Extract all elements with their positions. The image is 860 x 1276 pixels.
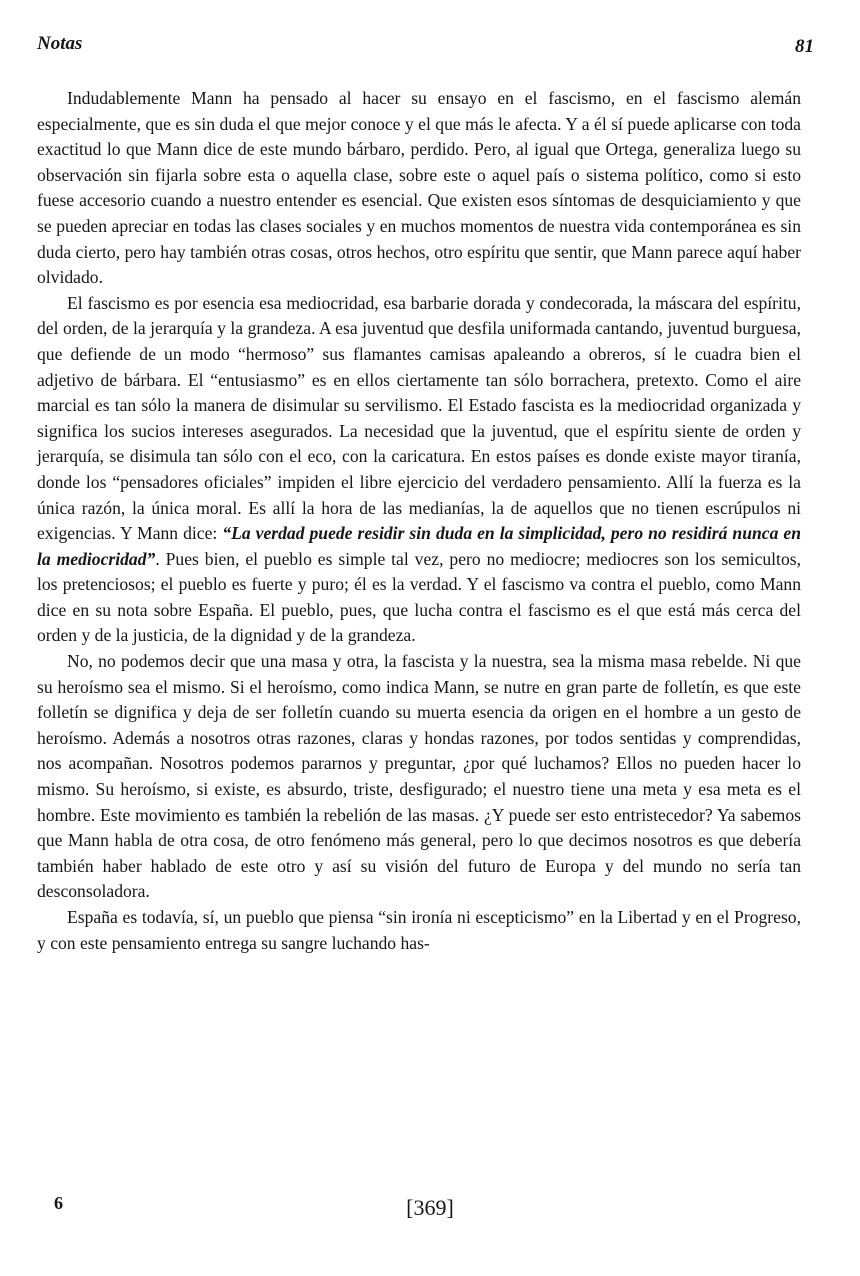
body-text (37, 86, 801, 956)
paragraph-2-text-before-quote: El fascismo es por esencia esa mediocridad, esa barbarie dorada y condecorada, la máscara del espíritu, del orden, de la jerarquía y la grandeza. A esa juventud que desfila uniformada cantando, juventud burguesa, que defiende de un modo “hermoso” sus flamantes camisas apaleando a obreros, sí le cuadra bien el adjetivo de bárbara. El “entusiasmo” es en ellos ciertamente tan sólo borrachera, pretexto. Como el aire marcial es tan sólo la manera de disimular su servilismo. El Estado fascista es la mediocridad organizada y significa los sucios intereses asegurados. La necesidad que la juventud, que el espíritu siente de orden y jerarquía, se disimula tan sólo con el eco, con la caricatura. En estos países es donde existe mayor tiranía, donde los “pensadores oficiales” impiden el libre ejercicio del verdadero pensamiento. Allí la fuerza es la única razón, la única moral. Es allí la hora de las medianías, la de aquellos que no tienen escrúpulos ni exigencias. Y Mann dice: (37, 292, 801, 544)
paragraph-2 (37, 291, 801, 649)
mann-quote: “La verdad puede residir sin duda en la simplicidad, pero no residirá nunca en la mediocridad” (37, 523, 801, 569)
paragraph-3: No, no podemos decir que una masa y otra, la fascista y la nuestra, sea la misma masa rebelde. Ni que su heroísmo sea el mismo. Si el heroísmo, como indica Mann, se nutre en gran parte de folletín, es que este folletín se dignifica y deja de ser folletín cuando su muerta esencia da origen en el hombre a un gesto de heroísmo. Además a nosotros otras razones, claras y hondas razones, por todos sentidas y comprendidas, nos acompañan. Nosotros podemos pararnos y preguntar, ¿por qué luchamos? Ellos no pueden hacer lo mismo. Su heroísmo, si existe, es absurdo, triste, desfigurado; el nuestro tiene una meta y esa meta es el hombre. Este movimiento es también la rebelión de las masas. ¿Y puede ser esto entristecedor? Ya sabemos que Mann habla de otra cosa, de otro fenómeno más general, pero lo que decimos nosotros es que debería también haber hablado de este otro y así su visión del futuro de Europa y del mundo no sería tan desconsoladora. (37, 651, 801, 902)
signature-mark: 6 (54, 1193, 63, 1213)
page-number: [369] (406, 1195, 454, 1220)
paragraph-2-text-after-quote: . Pues bien, el pueblo es simple tal vez, pero no mediocre; mediocres son los semicultos, los pretenciosos; el pueblo es fuerte y puro; él es la verdad. Y el fascismo va contra el pueblo, como Mann dice en su nota sobre España. El pueblo, pues, que lucha contra el fascismo es el que está más cerca del orden y de la justicia, de la dignidad y de la grandeza. (37, 548, 801, 646)
paragraph-1: Indudablemente Mann ha pensado al hacer su ensayo en el fascismo, en el fascismo alemán especialmente, que es sin duda el que mejor conoce y el que más le afecta. Y a él sí puede aplicarse con toda exactitud lo que Mann dice de este mundo bárbaro, perdido. Pero, al igual que Ortega, generaliza luego su observación sin fijarla sobre esta o aquella clase, sobre este o aquel país o sistema político, como si esto fuese accesorio cuando a nuestro entender es esencial. Que existen esos síntomas de desquiciamiento y que se pueden apreciar en todas las clases sociales y en muchos momentos de nuestra vida contemporánea es sin duda cierto, pero hay también otras cosas, otros hechos, otro espíritu que sentir, que Mann parece aquí haber olvidado. (37, 88, 801, 288)
running-title: Notas (37, 33, 83, 54)
folio-number: 81 (795, 36, 814, 57)
paragraph-4: España es todavía, sí, un pueblo que piensa “sin ironía ni escepticismo” en la Libertad y en el Progreso, y con este pensamiento entrega su sangre luchando has- (37, 907, 801, 953)
